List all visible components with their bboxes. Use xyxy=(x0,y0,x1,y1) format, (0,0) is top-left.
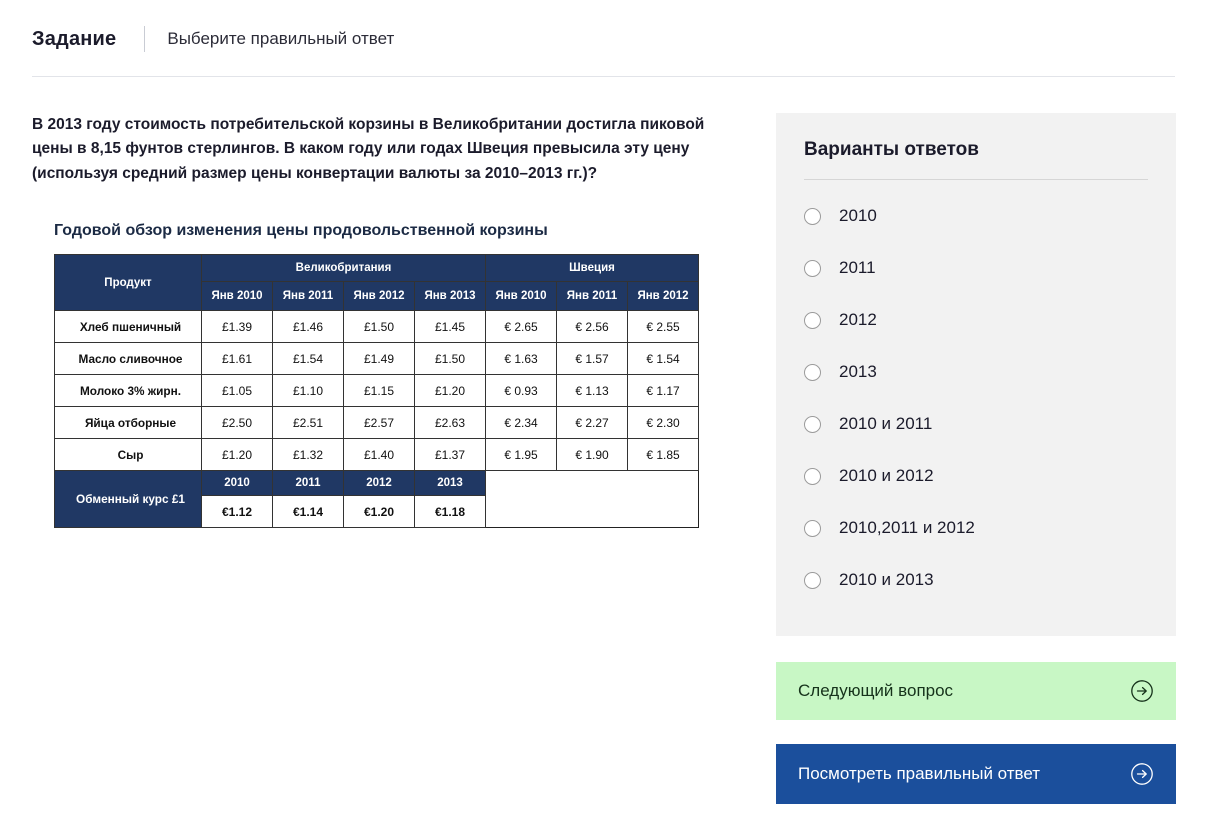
page-header xyxy=(0,0,1207,52)
table-cell: € 1.63 xyxy=(486,343,557,375)
exchange-rate-year: 2013 xyxy=(415,471,486,496)
table-cell: € 2.30 xyxy=(628,407,699,439)
table-cell: £1.40 xyxy=(344,439,415,471)
table-cell: £2.51 xyxy=(273,407,344,439)
table-cell: € 1.57 xyxy=(557,343,628,375)
exchange-rate-year: 2011 xyxy=(273,471,344,496)
radio-icon[interactable] xyxy=(804,260,821,277)
answer-option-2010-2011[interactable] xyxy=(804,398,1148,450)
table-header-month: Янв 2013 xyxy=(415,282,486,311)
exchange-rate-year: 2012 xyxy=(344,471,415,496)
question-text: В 2013 году стоимость потребительской корзины в Великобритании достигла пиковой цены в 8,15 фунтов стерлингов. В каком году или годах Швеция превысила эту цену (используя средний размер цены конвертации валюты за 2010–2013 гг.)? xyxy=(32,116,705,182)
table-cell: € 0.93 xyxy=(486,375,557,407)
table-header-month: Янв 2012 xyxy=(628,282,699,311)
table-row xyxy=(55,343,699,375)
radio-icon[interactable] xyxy=(804,520,821,537)
figure-title: Годовой обзор изменения цены продовольственной корзины xyxy=(54,222,548,240)
table-header-product: Продукт xyxy=(55,255,202,311)
table-cell: £1.50 xyxy=(415,343,486,375)
table-row-label: Молоко 3% жирн. xyxy=(55,375,202,407)
exchange-rate-years-row xyxy=(55,471,699,496)
answer-option-label: 2010 и 2013 xyxy=(839,570,934,589)
price-table xyxy=(54,254,699,528)
table-cell: £1.32 xyxy=(273,439,344,471)
table-cell: € 1.13 xyxy=(557,375,628,407)
table-cell: £1.50 xyxy=(344,311,415,343)
table-cell: £2.50 xyxy=(202,407,273,439)
table-cell: € 1.85 xyxy=(628,439,699,471)
answers-panel xyxy=(776,113,1176,636)
question-column xyxy=(32,113,744,804)
table-header-month: Янв 2011 xyxy=(273,282,344,311)
exchange-rate-label: Обменный курс £1 xyxy=(55,471,202,528)
next-question-button[interactable] xyxy=(776,662,1176,720)
table-cell: € 1.54 xyxy=(628,343,699,375)
table-cell: £1.15 xyxy=(344,375,415,407)
table-row xyxy=(55,439,699,471)
answer-option-2010-2013[interactable] xyxy=(804,554,1148,606)
table-cell: £2.57 xyxy=(344,407,415,439)
answer-option-label: 2010 xyxy=(839,206,877,225)
answer-option-label: 2011 xyxy=(839,258,876,277)
table-cell: € 2.27 xyxy=(557,407,628,439)
answer-option-label: 2010,2011 и 2012 xyxy=(839,518,975,537)
radio-icon[interactable] xyxy=(804,572,821,589)
exchange-rate-value: €1.18 xyxy=(415,496,486,528)
table-cell: € 1.17 xyxy=(628,375,699,407)
radio-icon[interactable] xyxy=(804,364,821,381)
table-cell: £1.10 xyxy=(273,375,344,407)
table-cell: £2.63 xyxy=(415,407,486,439)
table-empty-area xyxy=(486,471,699,528)
radio-icon[interactable] xyxy=(804,312,821,329)
answer-option-2012[interactable] xyxy=(804,294,1148,346)
table-header-row-groups xyxy=(55,255,699,282)
answers-divider xyxy=(804,179,1148,180)
table-row-label: Яйца отборные xyxy=(55,407,202,439)
answer-option-2010-2012[interactable] xyxy=(804,450,1148,502)
answers-title: Варианты ответов xyxy=(804,139,979,160)
arrow-right-circle-icon xyxy=(1130,762,1154,786)
next-question-label: Следующий вопрос xyxy=(798,681,954,700)
table-row xyxy=(55,375,699,407)
answer-option-label: 2010 и 2012 xyxy=(839,466,934,485)
answer-option-2010-2011-2012[interactable] xyxy=(804,502,1148,554)
figure-block xyxy=(32,222,744,528)
radio-icon[interactable] xyxy=(804,208,821,225)
answer-option-label: 2010 и 2011 xyxy=(839,414,933,433)
table-cell: € 2.65 xyxy=(486,311,557,343)
table-cell: £1.54 xyxy=(273,343,344,375)
table-row xyxy=(55,407,699,439)
arrow-right-circle-icon xyxy=(1130,679,1154,703)
content-area xyxy=(0,77,1207,804)
table-header-month: Янв 2010 xyxy=(202,282,273,311)
table-cell: £1.20 xyxy=(202,439,273,471)
exchange-rate-year: 2010 xyxy=(202,471,273,496)
table-row-label: Масло сливочное xyxy=(55,343,202,375)
page-title: Задание xyxy=(32,27,117,50)
table-cell: € 2.56 xyxy=(557,311,628,343)
table-cell: € 2.34 xyxy=(486,407,557,439)
show-answer-label: Посмотреть правильный ответ xyxy=(798,764,1041,783)
answer-option-2011[interactable] xyxy=(804,242,1148,294)
table-header-group-uk: Великобритания xyxy=(202,255,486,282)
exchange-rate-value: €1.12 xyxy=(202,496,273,528)
table-cell: £1.61 xyxy=(202,343,273,375)
table-cell: £1.05 xyxy=(202,375,273,407)
table-header-month: Янв 2011 xyxy=(557,282,628,311)
table-cell: € 1.95 xyxy=(486,439,557,471)
table-cell: € 1.90 xyxy=(557,439,628,471)
table-cell: £1.20 xyxy=(415,375,486,407)
exchange-rate-value: €1.20 xyxy=(344,496,415,528)
answer-option-2010[interactable] xyxy=(804,190,1148,242)
table-row-label: Хлеб пшеничный xyxy=(55,311,202,343)
table-cell: £1.46 xyxy=(273,311,344,343)
table-header-month: Янв 2010 xyxy=(486,282,557,311)
answer-option-2013[interactable] xyxy=(804,346,1148,398)
table-row xyxy=(55,311,699,343)
table-row-label: Сыр xyxy=(55,439,202,471)
radio-icon[interactable] xyxy=(804,416,821,433)
table-cell: £1.37 xyxy=(415,439,486,471)
table-cell: € 2.55 xyxy=(628,311,699,343)
radio-icon[interactable] xyxy=(804,468,821,485)
table-cell: £1.39 xyxy=(202,311,273,343)
table-header-month: Янв 2012 xyxy=(344,282,415,311)
exchange-rate-value: €1.14 xyxy=(273,496,344,528)
show-answer-button[interactable] xyxy=(776,744,1176,804)
table-header-group-sweden: Швеция xyxy=(486,255,699,282)
answer-option-label: 2012 xyxy=(839,310,877,329)
page-subtitle: Выберите правильный ответ xyxy=(167,29,395,48)
table-cell: £1.45 xyxy=(415,311,486,343)
answer-option-label: 2013 xyxy=(839,362,877,381)
header-divider xyxy=(144,26,145,52)
answers-column xyxy=(776,113,1176,804)
table-cell: £1.49 xyxy=(344,343,415,375)
